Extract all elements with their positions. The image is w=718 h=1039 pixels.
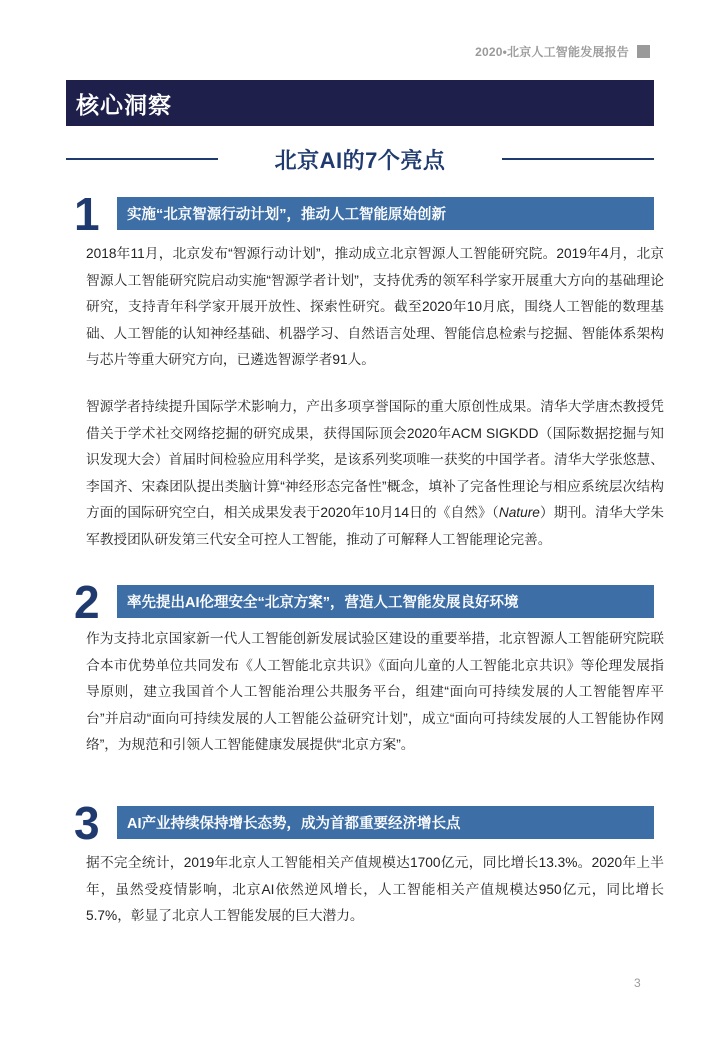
highlight-number-2: 2 xyxy=(74,576,100,628)
subheading-right-rule xyxy=(502,158,654,160)
highlight-bar-1 xyxy=(117,197,654,230)
highlight-title-3: AI产业持续保持增长态势，成为首都重要经济增长点 xyxy=(127,816,461,832)
highlight-1-paragraph-2-tail: ）期刊。清华大学朱军教授团队研发第三代安全可控人工智能，推动了可解释人工智能理论完善。 xyxy=(86,505,664,547)
highlight-number-1: 1 xyxy=(74,188,100,240)
running-header-title: 2020•北京人工智能发展报告 xyxy=(475,45,629,59)
section-title: 核心洞察 xyxy=(76,91,172,118)
subheading xyxy=(66,141,654,177)
subheading-title: 北京AI的7个亮点 xyxy=(274,147,446,173)
highlight-bar-2 xyxy=(117,585,654,618)
highlight-1-paragraph-1: 2018年11月，北京发布“智源行动计划”，推动成立北京智源人工智能研究院。2019年4月，北京智源人工智能研究院启动实施“智源学者计划”，支持优秀的领军科学家开展重大方向的基础理论研究，支持青年科学家开展开放性、探索性研究。截至2020年10月底，围绕人工智能的数理基础、人工智能的认知神经基础、机器学习、自然语言处理、智能信息检索与挖掘、智能体系架构与芯片等重大研究方向，已遴选智源学者91人。 xyxy=(86,246,664,367)
subheading-left-rule xyxy=(66,158,218,160)
highlight-1-paragraph-2 xyxy=(86,394,664,553)
highlight-2-paragraph-1: 作为支持北京国家新一代人工智能创新发展试验区建设的重要举措，北京智源人工智能研究院联合本市优势单位共同发布《人工智能北京共识》《面向儿童的人工智能北京共识》等伦理发展指导原则，建立我国首个人工智能治理公共服务平台，组建“面向可持续发展的人工智能智库平台”并启动“面向可持续发展的人工智能公益研究计划”，成立“面向可持续发展的人工智能协作网络”，为规范和引领人工智能健康发展提供“北京方案”。 xyxy=(86,631,664,752)
highlight-3-paragraph-1: 据不完全统计，2019年北京人工智能相关产值规模达1700亿元，同比增长13.3%。2020年上半年，虽然受疫情影响，北京AI依然逆风增长，人工智能相关产值规模达950亿元，同比增长5.7%，彰显了北京人工智能发展的巨大潜力。 xyxy=(86,855,664,923)
highlight-1-paragraph-2-italic: Nature xyxy=(498,505,540,520)
highlight-1-paragraph-2-text: 智源学者持续提升国际学术影响力，产出多项享誉国际的重大原创性成果。清华大学唐杰教授凭借关于学术社交网络挖掘的研究成果，获得国际顶会2020年ACM SIGKDD（国际数据挖掘与知识发现大会）首届时间检验应用科学奖，是该系列奖项唯一获奖的中国学者。清华大学张悠慧、李国齐、宋森团队提出类脑计算“神经形态完备性”概念，填补了完备性理论与相应系统层次结构方面的国际研究空白，相关成果发表于2020年10月14日的《自然》（ xyxy=(86,399,664,520)
header-square-icon xyxy=(637,45,650,58)
page-number: 3 xyxy=(634,976,641,990)
running-header xyxy=(475,43,650,60)
highlight-title-1: 实施“北京智源行动计划”，推动人工智能原始创新 xyxy=(127,207,446,223)
highlight-number-3: 3 xyxy=(74,797,100,849)
highlight-bar-3 xyxy=(117,806,654,839)
section-banner xyxy=(66,80,654,126)
highlight-title-2: 率先提出AI伦理安全“北京方案”，营造人工智能发展良好环境 xyxy=(127,595,519,611)
